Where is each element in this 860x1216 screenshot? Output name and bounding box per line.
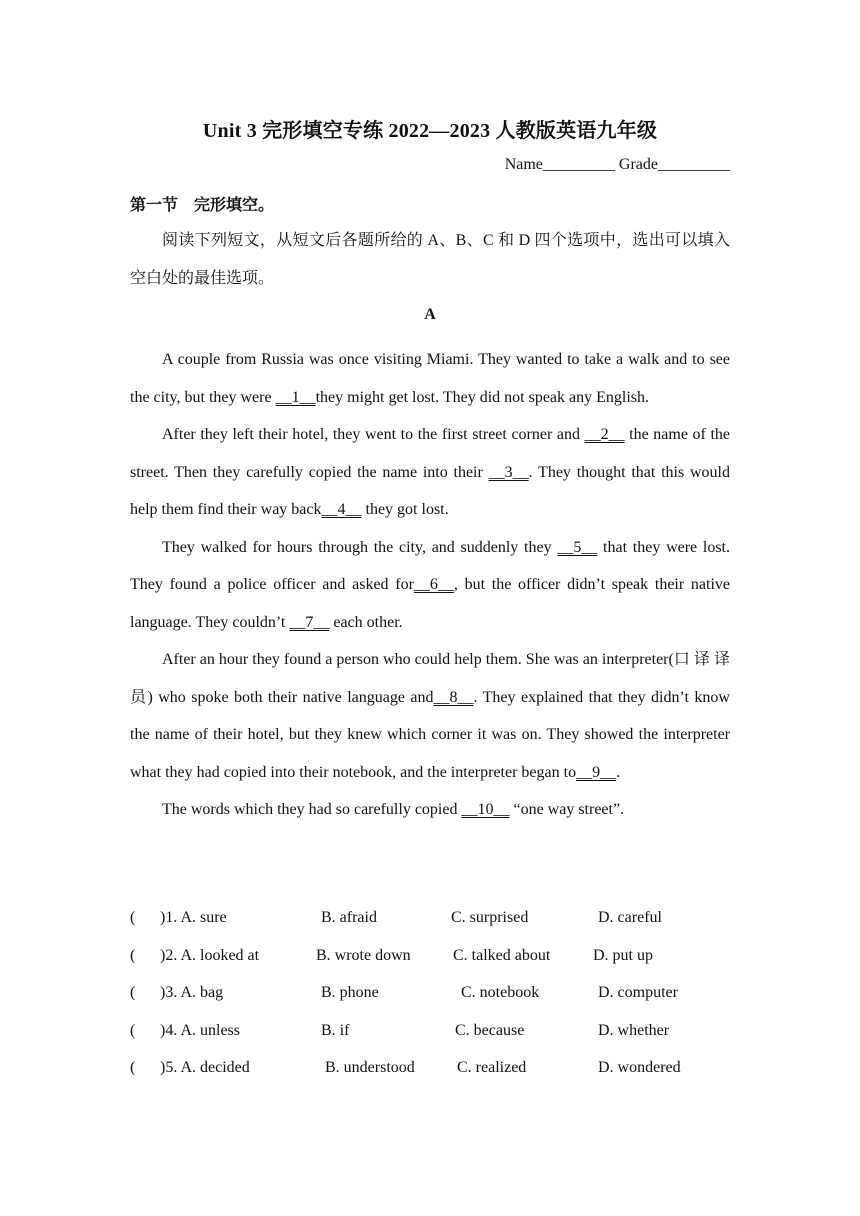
blank-6: __6__ — [413, 576, 454, 593]
answer-paren: ( — [130, 1021, 136, 1039]
answer-paren: ( — [130, 984, 136, 1001]
option-c: C. realized — [457, 1059, 527, 1076]
option-b: B. wrote down — [316, 946, 411, 964]
passage-text: They walked for hours through the city, and suddenly they — [162, 538, 558, 556]
question-item — [130, 1054, 750, 1092]
blank-9: __9__ — [576, 763, 617, 781]
paragraph-5 — [130, 791, 730, 829]
paragraph-1 — [130, 341, 730, 416]
option-c: C. surprised — [451, 909, 529, 926]
paragraph-2 — [130, 416, 730, 529]
option-c: C. talked about — [453, 946, 551, 964]
answer-paren: ( — [130, 946, 136, 964]
option-a: )5. A. decided — [160, 1059, 250, 1076]
answer-paren: ( — [130, 909, 136, 926]
instructions: 阅读下列短文，从短文后各题所给的 A、B、C 和 D 四个选项中，选出可以填入空白处的最佳选项。 — [130, 232, 730, 287]
answer-paren: ( — [130, 1059, 136, 1076]
blank-2: __2__ — [584, 426, 625, 443]
passage-text: A couple from Russia was once visiting Miami. They wanted to take a walk and to see the city, but they were — [130, 351, 730, 406]
option-d: D. put up — [593, 946, 653, 964]
option-b: B. if — [321, 1021, 350, 1039]
passage-text: . They thought that this would help them find their way back — [130, 463, 730, 518]
passage-text: that they were lost. They found a police officer and asked for — [130, 538, 731, 593]
option-c: C. because — [455, 1021, 525, 1039]
blank-3: __3__ — [488, 463, 529, 481]
question-list — [130, 904, 750, 1092]
passage-label: A — [424, 306, 436, 323]
passage-text: they got lost. — [361, 501, 449, 518]
question-item — [130, 1017, 750, 1055]
paragraph-4 — [130, 641, 730, 791]
option-a: )3. A. bag — [160, 984, 224, 1001]
question-item — [130, 979, 750, 1017]
passage-text: the name of the street. Then they carefully copied the name into their — [130, 426, 730, 481]
paragraph-3 — [130, 529, 730, 642]
option-b: B. understood — [325, 1059, 415, 1076]
page-title: Unit 3 完形填空专练 2022—2023 人教版英语九年级 — [202, 120, 658, 142]
passage-text: After an hour they found a person who could help them. She was an interpreter(口 译 译 员) who spoke both their native language and — [130, 651, 730, 706]
blank-4: __4__ — [321, 501, 362, 518]
option-d: D. whether — [598, 1021, 670, 1039]
question-item — [130, 904, 750, 942]
blank-7: __7__ — [289, 613, 330, 631]
passage — [130, 341, 730, 829]
passage-text: , but the officer didn’t speak their native language. They couldn’t — [130, 576, 730, 631]
option-d: D. wondered — [598, 1059, 681, 1076]
option-a: )4. A. unless — [160, 1021, 240, 1039]
option-d: D. careful — [598, 909, 662, 926]
blank-8: __8__ — [433, 688, 474, 706]
blank-1: __1__ — [275, 388, 316, 406]
passage-text: The words which they had so carefully copied — [162, 801, 462, 818]
option-a: )1. A. sure — [160, 909, 227, 926]
blank-10: __10__ — [461, 801, 510, 818]
option-a: )2. A. looked at — [160, 946, 260, 964]
question-item — [130, 942, 750, 980]
option-b: B. phone — [321, 984, 379, 1001]
passage-text: After they left their hotel, they went to the first street corner and — [162, 426, 585, 443]
passage-text: . — [616, 763, 621, 781]
blank-5: __5__ — [557, 538, 598, 556]
passage-text: “one way street”. — [509, 801, 625, 818]
name-grade-line: Name_________ Grade_________ — [504, 156, 730, 173]
section-heading: 第一节 完形填空。 — [130, 197, 275, 214]
option-c: C. notebook — [461, 984, 540, 1001]
option-b: B. afraid — [321, 909, 377, 926]
option-d: D. computer — [598, 984, 678, 1001]
passage-text: . They explained that they didn’t know the name of their hotel, but they knew which corner it was on. They showed the interpreter what they had copied into their notebook, and the interpreter began to — [130, 688, 730, 781]
passage-text: each other. — [329, 613, 403, 631]
passage-text: they might get lost. They did not speak any English. — [315, 388, 650, 406]
